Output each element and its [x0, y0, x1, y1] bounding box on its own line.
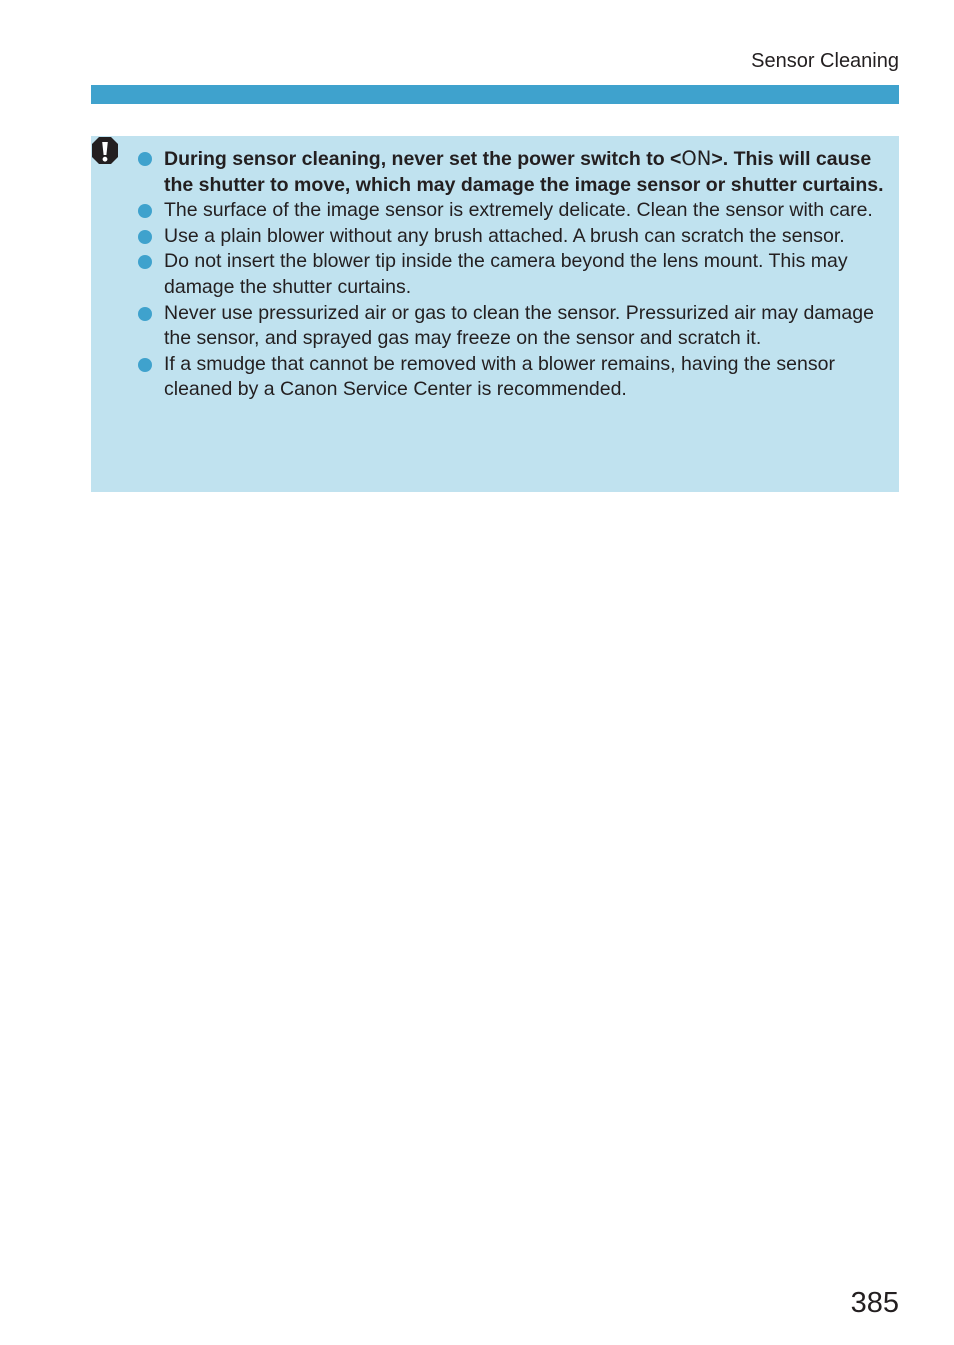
bullet-icon	[138, 307, 152, 321]
note-text: Do not insert the blower tip inside the camera beyond the lens mount. This may damage the shutter curtains.	[164, 250, 848, 298]
caution-note	[137, 249, 889, 300]
page-number: 385	[850, 1287, 899, 1319]
bullet-icon	[138, 255, 152, 269]
note-text: Use a plain blower without any brush attached. A brush can scratch the sensor.	[164, 224, 845, 247]
caution-note	[137, 301, 889, 352]
caution-note	[137, 224, 889, 250]
power-on-symbol: ON	[681, 147, 712, 170]
caution-note	[137, 146, 889, 198]
caution-exclamation-icon	[91, 136, 119, 166]
caution-box	[91, 136, 899, 492]
bullet-icon	[138, 152, 152, 166]
caution-note	[137, 198, 889, 224]
note-text: The surface of the image sensor is extremely delicate. Clean the sensor with care.	[164, 199, 873, 222]
bullet-icon	[138, 204, 152, 218]
bullet-icon	[138, 230, 152, 244]
section-header-bar	[91, 85, 899, 104]
caution-notes-list	[137, 146, 889, 403]
bullet-icon	[138, 358, 152, 372]
note-text: If a smudge that cannot be removed with a blower remains, having the sensor cleaned by a Canon Service Center is recommended.	[164, 352, 835, 401]
section-title: Sensor Cleaning	[751, 50, 899, 72]
caution-note	[137, 352, 889, 403]
note-text: >. This will cause the shutter to move, which may damage the image sensor or shutter curtains.	[164, 148, 884, 196]
note-text: Never use pressurized air or gas to clean the sensor. Pressurized air may damage the sensor, and sprayed gas may freeze on the sensor and scratch it.	[164, 301, 874, 350]
note-text: During sensor cleaning, never set the power switch to <	[164, 148, 682, 170]
